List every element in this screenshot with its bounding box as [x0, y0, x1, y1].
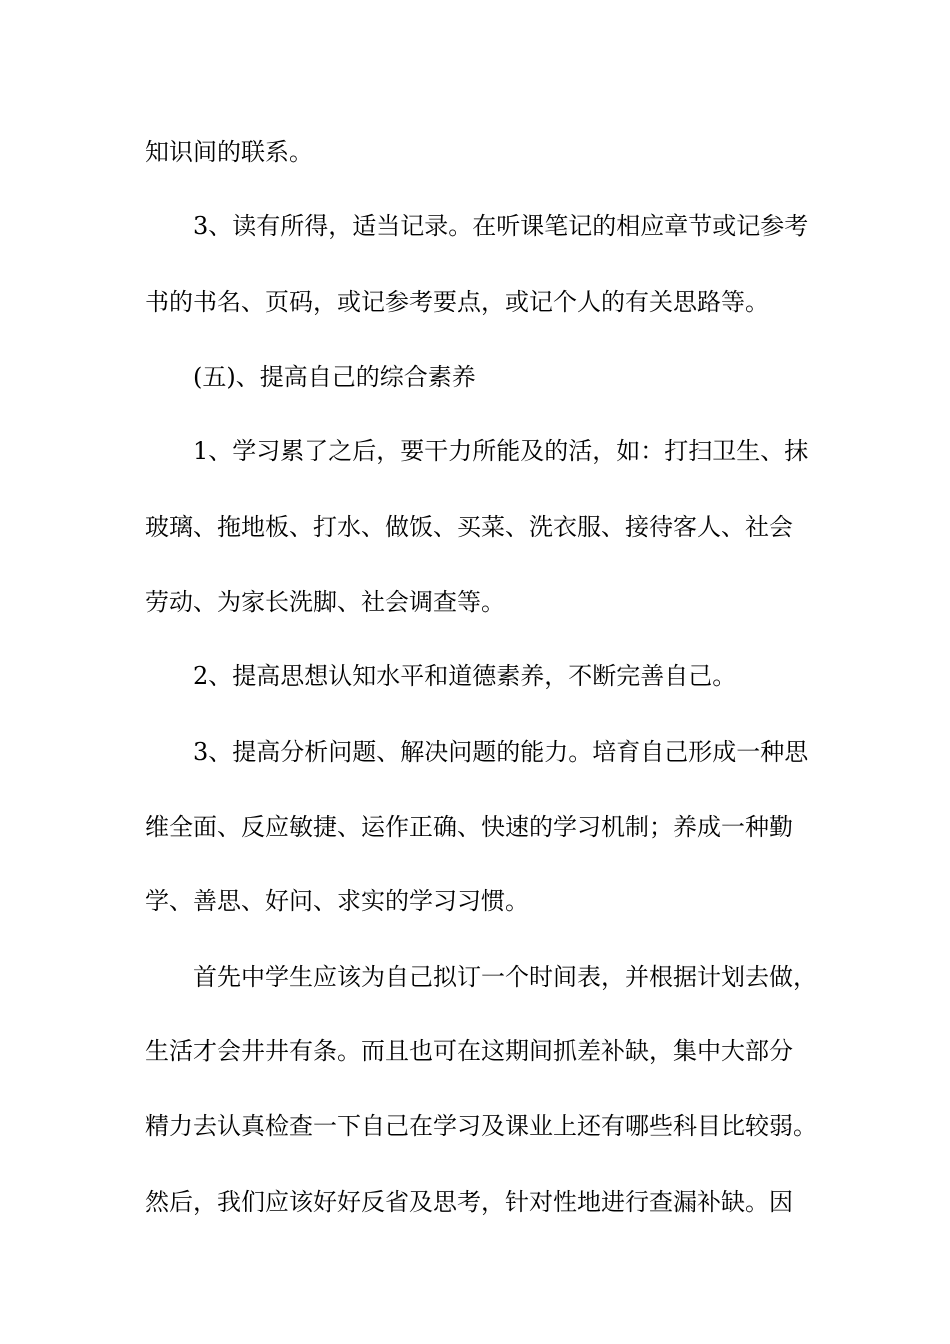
text-line: 3、读有所得，适当记录。在听课笔记的相应章节或记参考 [193, 212, 809, 240]
text-line: 维全面、反应敏捷、运作正确、快速的学习机制；养成一种勤 [145, 813, 793, 841]
text-line: 知识间的联系。 [145, 138, 313, 166]
text-line: 首先中学生应该为自己拟订一个时间表，并根据计划去做， [193, 963, 817, 991]
text-line: 然后，我们应该好好反省及思考，针对性地进行查漏补缺。因 [145, 1188, 793, 1216]
section-heading: (五)、提高自己的综合素养 [193, 363, 476, 391]
text-line: 玻璃、拖地板、打水、做饭、买菜、洗衣服、接待客人、社会 [145, 513, 793, 541]
text-line: 2、提高思想认知水平和道德素养，不断完善自己。 [193, 662, 737, 690]
text-line: 书的书名、页码，或记参考要点，或记个人的有关思路等。 [145, 288, 769, 316]
text-line: 学、善思、好问、求实的学习习惯。 [145, 887, 529, 915]
text-line: 生活才会井井有条。而且也可在这期间抓差补缺，集中大部分 [145, 1037, 793, 1065]
text-line: 1、学习累了之后，要干力所能及的活，如：打扫卫生、抹 [193, 437, 809, 465]
text-line: 精力去认真检查一下自己在学习及课业上还有哪些科目比较弱。 [145, 1112, 817, 1140]
text-line: 劳动、为家长洗脚、社会调查等。 [145, 588, 505, 616]
text-line: 3、提高分析问题、解决问题的能力。培育自己形成一种思 [193, 738, 809, 766]
